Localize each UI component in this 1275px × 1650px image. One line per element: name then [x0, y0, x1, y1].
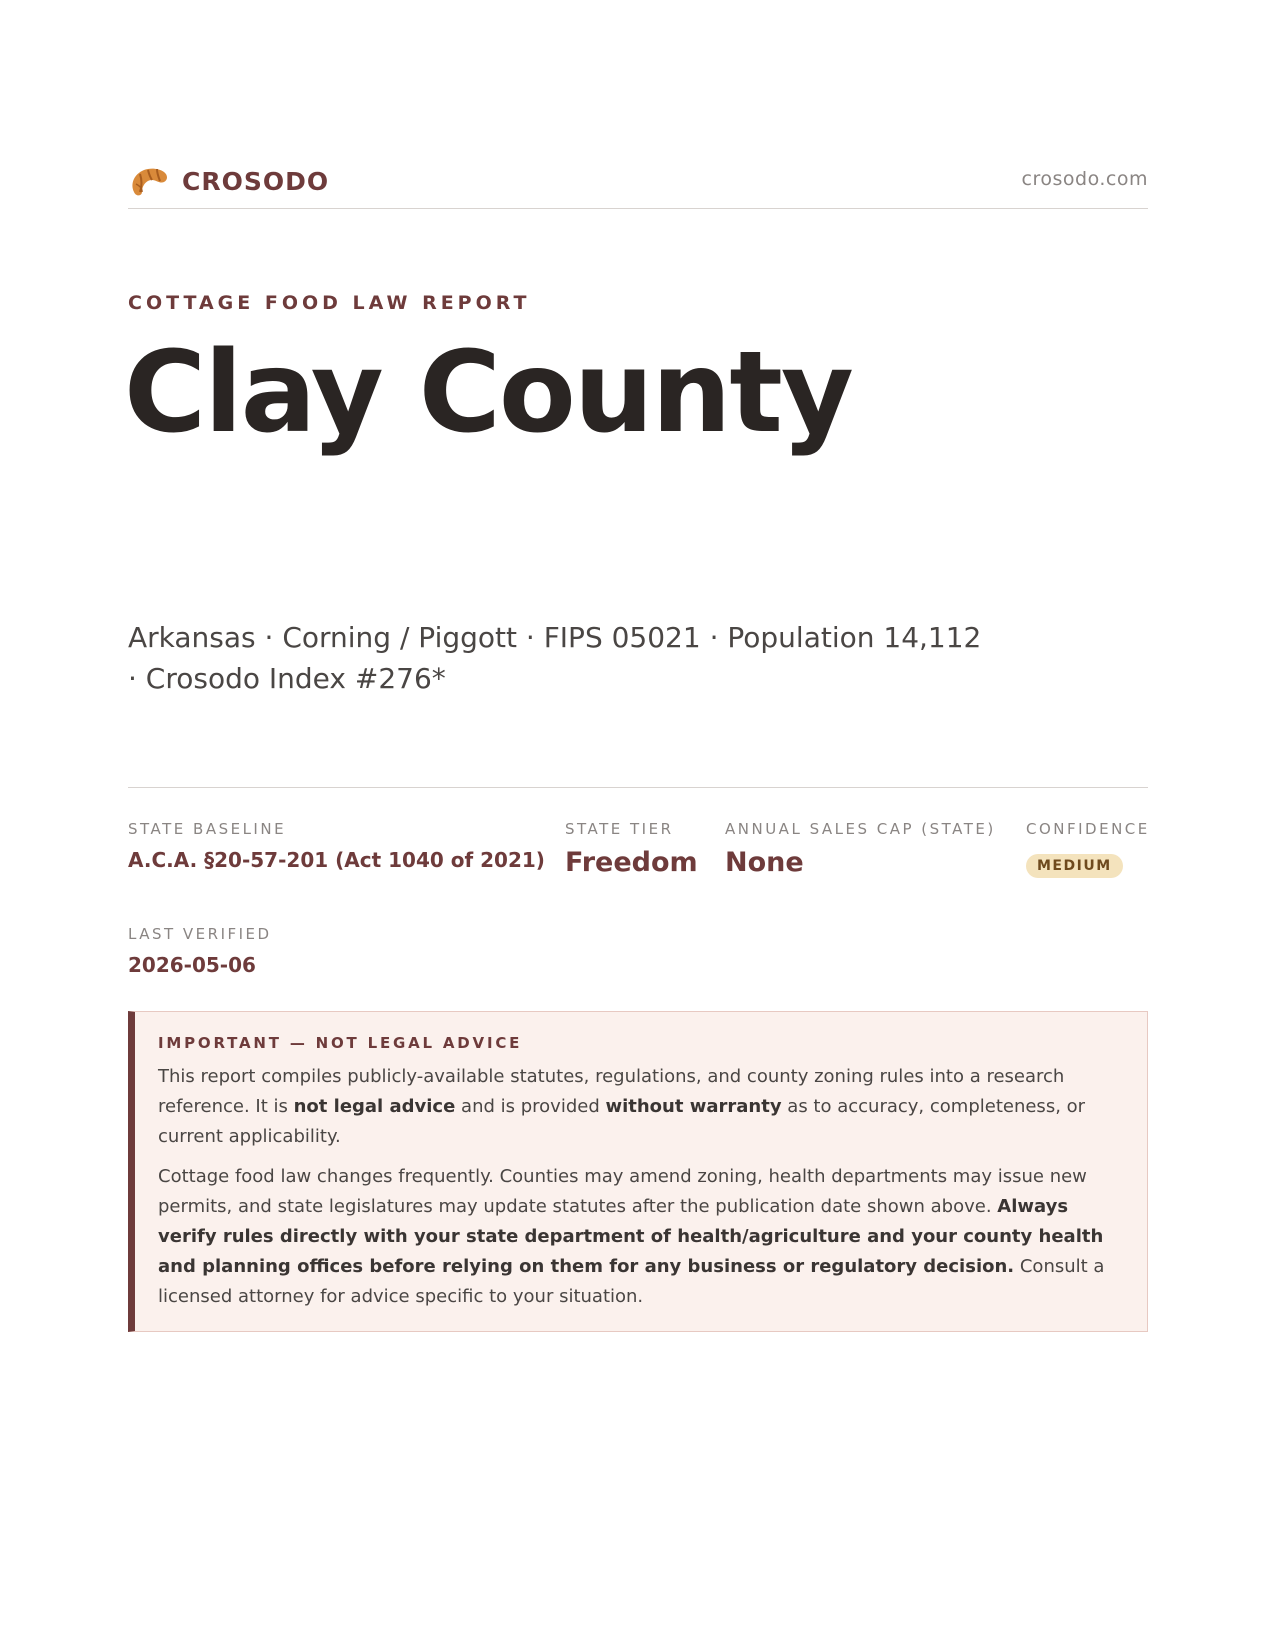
notice-emphasis: not legal advice — [293, 1096, 456, 1117]
legal-notice — [128, 1011, 1148, 1332]
stat-label: LAST VERIFIED — [128, 925, 272, 943]
site-url-link[interactable]: crosodo.com — [1021, 168, 1148, 190]
notice-paragraph — [158, 1062, 1123, 1152]
stat-label: CONFIDENCE — [1026, 820, 1150, 838]
notice-emphasis: without warranty — [605, 1096, 782, 1117]
notice-title: IMPORTANT — NOT LEGAL ADVICE — [158, 1034, 523, 1052]
stat-last-verified — [128, 925, 272, 977]
stat-value: A.C.A. §20-57-201 (Act 1040 of 2021) — [128, 848, 545, 872]
notice-text: Consult a licensed attorney for advice specific to your situation. — [158, 1256, 1105, 1307]
notice-text: as to accuracy, completeness, or current applicability. — [158, 1096, 1086, 1147]
page-title: Clay County — [124, 328, 852, 458]
notice-text: and is provided — [455, 1096, 606, 1117]
stat-annual-sales-cap — [725, 820, 996, 878]
report-subtitle: Arkansas · Corning / Piggott · FIPS 05021 · Population 14,112 · Crosodo Index #276* — [128, 621, 982, 695]
brand-name: CROSODO — [182, 166, 330, 196]
notice-paragraph — [158, 1162, 1123, 1312]
stat-confidence — [1026, 820, 1150, 878]
stat-label: STATE TIER — [565, 820, 674, 838]
page-header — [128, 156, 1148, 209]
stat-value: Freedom — [565, 847, 698, 878]
croissant-icon — [128, 162, 170, 200]
stat-label: STATE BASELINE — [128, 820, 287, 838]
stat-state-tier — [565, 820, 698, 878]
report-eyebrow: COTTAGE FOOD LAW REPORT — [128, 292, 531, 314]
notice-text: Cottage food law changes frequently. Counties may amend zoning, health departments may issue new permits, and state legislatures may update statutes after the publication date shown above. — [158, 1166, 1087, 1217]
stat-value: 2026-05-06 — [128, 953, 256, 977]
stat-value: None — [725, 847, 804, 878]
brand-logo[interactable] — [128, 162, 329, 200]
notice-text: This report compiles publicly-available statutes, regulations, and county zoning rules into a research reference. It is — [158, 1066, 1065, 1117]
stat-label: ANNUAL SALES CAP (STATE) — [725, 820, 996, 838]
stat-state-baseline — [128, 820, 545, 872]
notice-emphasis: Always verify rules directly with your state department of health/agriculture and your county health and planning offices before relying on them for any business or regulatory decision. — [158, 1196, 1104, 1277]
confidence-badge: MEDIUM — [1026, 854, 1123, 878]
section-divider — [128, 787, 1148, 788]
